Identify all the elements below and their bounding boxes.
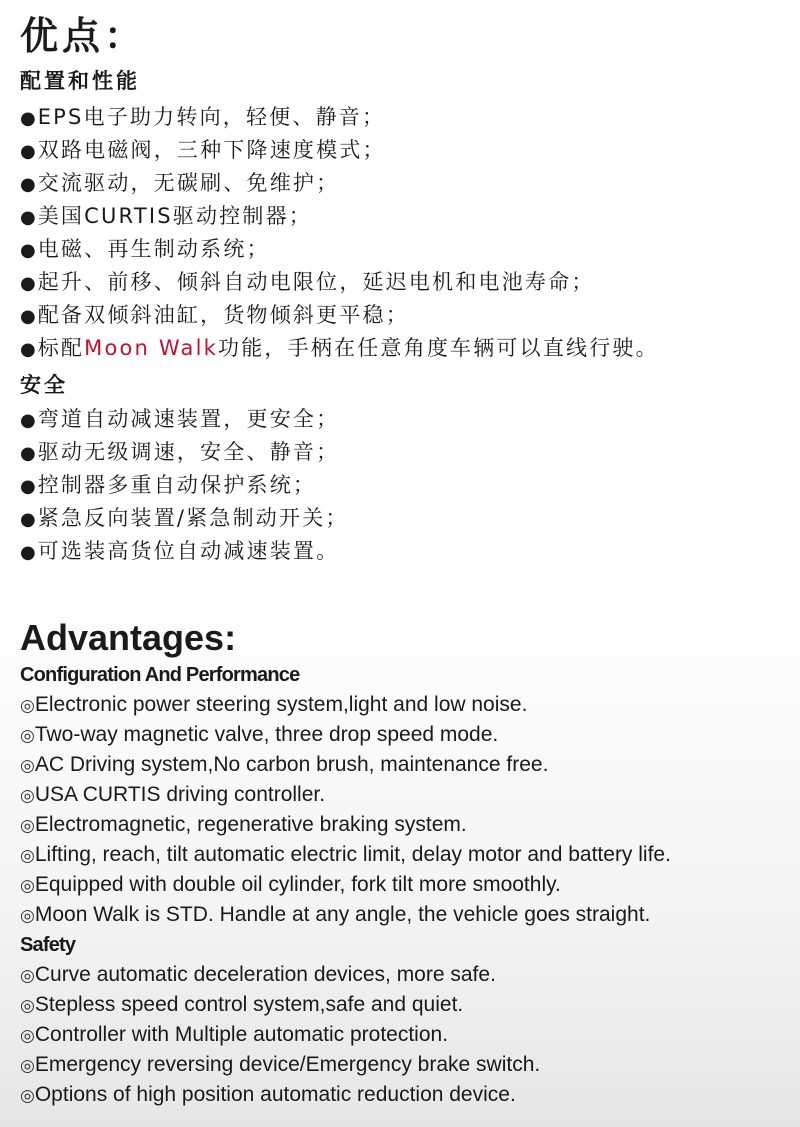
list-item: ◎Equipped with double oil cylinder, fork tilt more smoothly. [20,873,561,896]
list-item: ◎Moon Walk is STD. Handle at any angle, the vehicle goes straight. [20,903,651,926]
list-item: ◎Stepless speed control system,safe and quiet. [20,993,464,1016]
bullet-icon: ● [20,240,36,261]
moon-walk-highlight: Moon Walk [84,336,219,360]
list-item: ●电磁、再生制动系统； [20,237,270,261]
cn-title: 优点： [20,14,147,58]
bullet-icon: ◎ [20,996,35,1016]
en-list-performance [20,690,671,930]
bullet-icon: ● [20,141,36,162]
bullet-icon: ● [20,410,36,431]
bullet-icon: ◎ [20,846,35,866]
list-item: ◎Emergency reversing device/Emergency brake switch. [20,1053,541,1076]
en-section-heading-performance: Configuration And Performance [20,664,300,686]
bullet-icon: ◎ [20,726,35,746]
list-item: ◎AC Driving system,No carbon brush, maintenance free. [20,753,549,776]
list-item: ◎Controller with Multiple automatic protection. [20,1023,449,1046]
list-item: ◎Options of high position automatic reduction device. [20,1083,516,1106]
list-item: ●双路电磁阀，三种下降速度模式； [20,138,386,162]
list-item: ●驱动无级调速，安全、静音； [20,440,340,464]
bullet-icon: ● [20,476,36,497]
bullet-icon: ◎ [20,906,35,926]
en-list-safety [20,960,540,1110]
list-item: ◎USA CURTIS driving controller. [20,783,326,806]
list-item: ●紧急反向装置/紧急制动开关； [20,506,349,530]
bullet-icon: ● [20,174,36,195]
list-item: ◎Curve automatic deceleration devices, more safe. [20,963,496,986]
bullet-icon: ◎ [20,756,35,776]
cn-section-heading-performance: 配置和性能 [20,69,140,93]
cn-section-heading-safety: 安全 [20,373,68,397]
bullet-icon: ● [20,306,36,327]
list-item: ●交流驱动，无碳刷、免维护； [20,171,340,195]
bullet-icon: ◎ [20,1026,35,1046]
list-item: ●EPS电子助力转向，轻便、静音； [20,105,386,129]
bullet-icon: ● [20,108,36,129]
bullet-icon: ● [20,273,36,294]
bullet-icon: ◎ [20,1086,35,1106]
bullet-icon: ◎ [20,1056,35,1076]
list-item: ◎Two-way magnetic valve, three drop speed mode. [20,723,499,746]
list-item: ●美国CURTIS驱动控制器； [20,204,312,228]
list-item: ◎Lifting, reach, tilt automatic electric limit, delay motor and battery life. [20,843,671,866]
list-item: ●起升、前移、倾斜自动电限位，延迟电机和电池寿命； [20,270,595,294]
list-item: ●可选装高货位自动减速装置。 [20,539,340,563]
bullet-icon: ◎ [20,966,35,986]
bullet-icon: ● [20,443,36,464]
en-title: Advantages: [20,617,237,658]
list-item: ◎Electronic power steering system,light and low noise. [20,693,528,716]
bullet-icon: ● [20,207,36,228]
bullet-icon: ● [20,339,36,360]
list-item: ●配备双倾斜油缸，货物倾斜更平稳； [20,303,409,327]
bullet-icon: ● [20,509,36,530]
bullet-icon: ● [20,542,36,563]
list-item: ◎Electromagnetic, regenerative braking system. [20,813,467,836]
cn-list-performance [20,101,659,365]
bullet-icon: ◎ [20,816,35,836]
list-item: ●弯道自动减速装置，更安全； [20,407,340,431]
bullet-icon: ◎ [20,876,35,896]
cn-list-safety [20,403,349,568]
list-item: ●控制器多重自动保护系统； [20,473,317,497]
bullet-icon: ◎ [20,786,35,806]
en-section-heading-safety: Safety [20,934,76,956]
list-item: ●标配Moon Walk功能，手柄在任意角度车辆可以直线行驶。 [20,336,659,360]
bullet-icon: ◎ [20,696,35,716]
